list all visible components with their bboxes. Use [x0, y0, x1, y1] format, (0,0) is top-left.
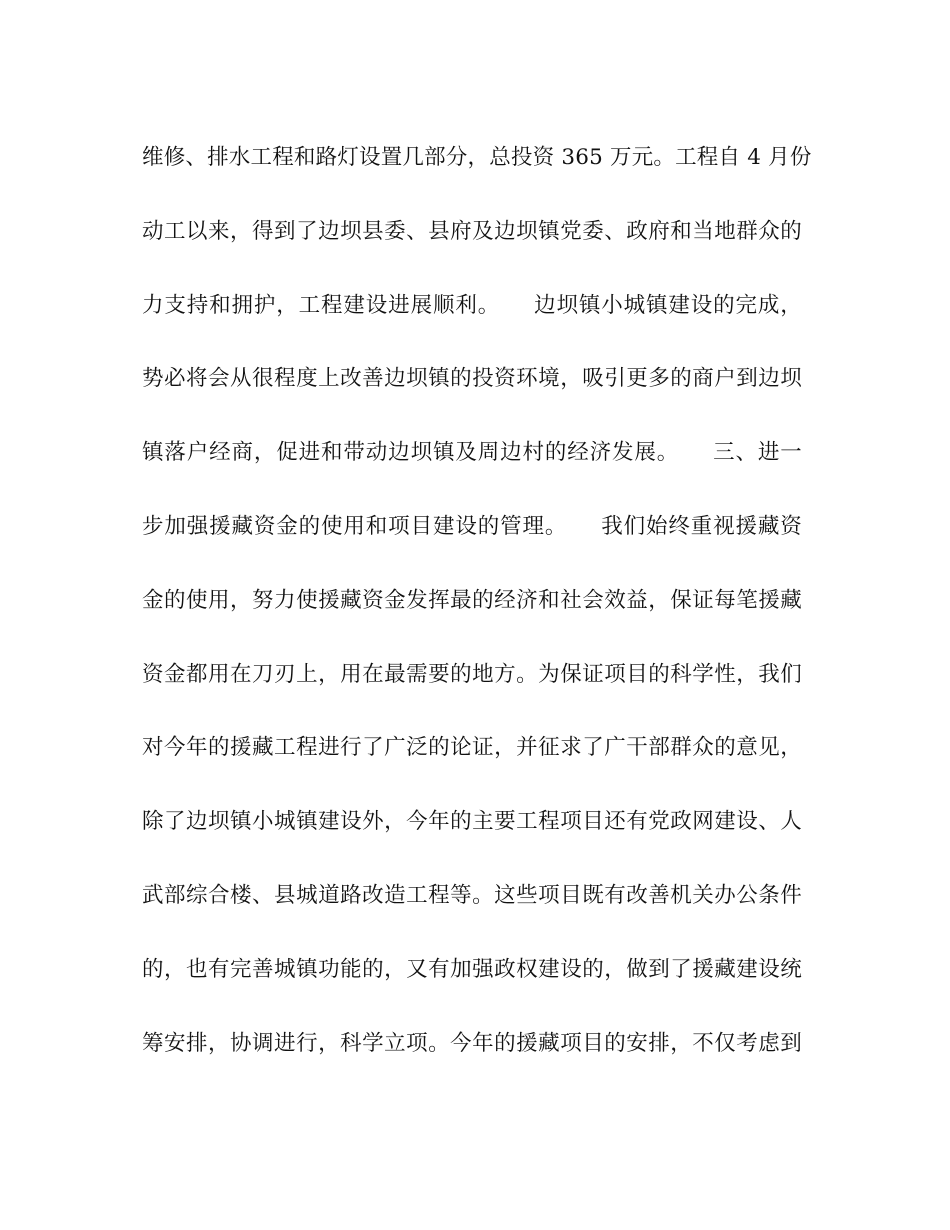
text-line: 资金都用在刀刃上，用在最需要的地方。为保证项目的科学性，我们 — [142, 661, 802, 687]
text-line: 镇落户经商，促进和带动边坝镇及周边村的经济发展。 三、进一 — [142, 440, 802, 466]
text-line: 金的使用，努力使援藏资金发挥最的经济和社会效益，保证每笔援藏 — [142, 587, 802, 613]
text-line: 步加强援藏资金的使用和项目建设的管理。 我们始终重视援藏资 — [142, 513, 802, 539]
body-text — [142, 136, 812, 1095]
text-line: 的，也有完善城镇功能的，又有加强政权建设的，做到了援藏建设统 — [142, 956, 802, 982]
text-line: 除了边坝镇小城镇建设外，今年的主要工程项目还有党政网建设、人 — [142, 809, 802, 835]
text-line: 力支持和拥护，工程建设进展顺利。 边坝镇小城镇建设的完成， — [142, 292, 802, 318]
text-line: 动工以来，得到了边坝县委、县府及边坝镇党委、政府和当地群众的 — [142, 218, 802, 244]
text-line: 筹安排，协调进行，科学立项。今年的援藏项目的安排，不仅考虑到 — [142, 1030, 802, 1056]
text-line: 对今年的援藏工程进行了广泛的论证，并征求了广干部群众的意见， — [142, 735, 802, 761]
text-line: 武部综合楼、县城道路改造工程等。这些项目既有改善机关办公条件 — [142, 882, 802, 908]
text-line: 势必将会从很程度上改善边坝镇的投资环境，吸引更多的商户到边坝 — [142, 366, 802, 392]
text-line: 维修、排水工程和路灯设置几部分，总投资 365 万元。工程自 4 月份 — [142, 145, 812, 170]
